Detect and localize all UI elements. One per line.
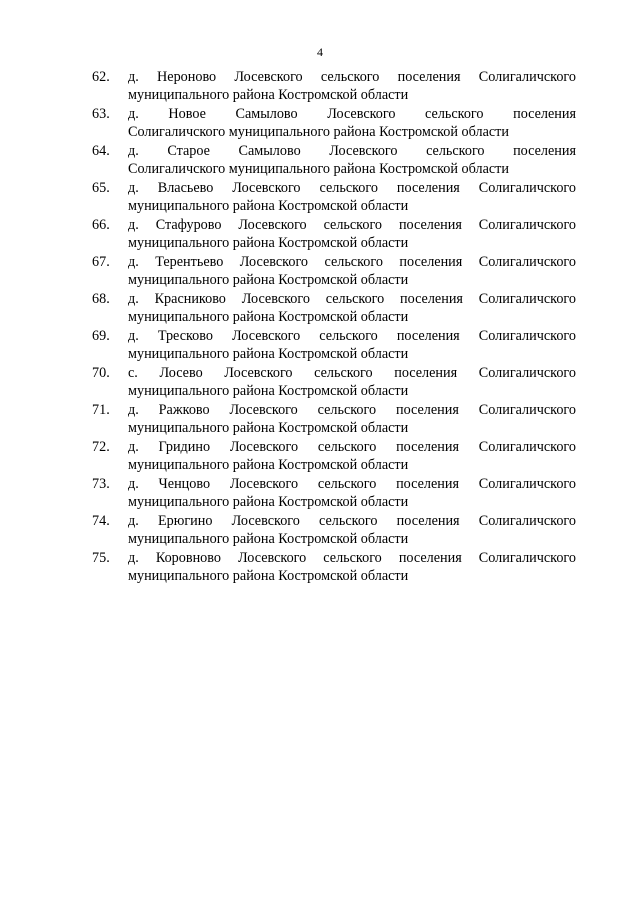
item-text-line2: Солигаличского муниципального района Костромской области bbox=[128, 160, 509, 177]
item-text-line2: муниципального района Костромской области bbox=[128, 567, 409, 584]
item-text-line2: муниципального района Костромской области bbox=[128, 308, 409, 325]
item-text-line2: муниципального района Костромской области bbox=[128, 530, 409, 547]
list-item bbox=[92, 513, 576, 548]
item-text-line2: муниципального района Костромской области bbox=[128, 493, 409, 510]
item-text-line1: с. Лосево Лосевского сельского поселения Солигаличского bbox=[128, 365, 576, 381]
item-number: 63. bbox=[92, 106, 110, 122]
item-number: 64. bbox=[92, 143, 110, 159]
item-text-line1: д. Терентьево Лосевского сельского поселения Солигаличского bbox=[128, 254, 576, 270]
list-item bbox=[92, 254, 576, 289]
item-number: 65. bbox=[92, 180, 110, 196]
list-item bbox=[92, 69, 576, 104]
item-text-line1: д. Старое Самылово Лосевского сельского поселения bbox=[128, 143, 576, 159]
item-text-line2: муниципального района Костромской области bbox=[128, 197, 409, 214]
item-number: 67. bbox=[92, 254, 110, 270]
item-number: 71. bbox=[92, 402, 110, 418]
item-text-line1: д. Красниково Лосевского сельского поселения Солигаличского bbox=[128, 291, 576, 307]
list-item bbox=[92, 550, 576, 585]
item-text-line2: муниципального района Костромской области bbox=[128, 86, 409, 103]
item-number: 68. bbox=[92, 291, 110, 307]
item-text-line2: муниципального района Костромской области bbox=[128, 271, 409, 288]
item-text-line2: Солигаличского муниципального района Костромской области bbox=[128, 123, 509, 140]
item-number: 74. bbox=[92, 513, 110, 529]
item-text-line1: д. Ерюгино Лосевского сельского поселения Солигаличского bbox=[128, 513, 576, 529]
settlement-list bbox=[92, 69, 576, 587]
item-number: 70. bbox=[92, 365, 110, 381]
item-number: 75. bbox=[92, 550, 110, 566]
item-text-line1: д. Стафурово Лосевского сельского поселения Солигаличского bbox=[128, 217, 576, 233]
list-item bbox=[92, 291, 576, 326]
item-number: 66. bbox=[92, 217, 110, 233]
item-text-line2: муниципального района Костромской области bbox=[128, 234, 409, 251]
item-text-line2: муниципального района Костромской области bbox=[128, 456, 409, 473]
page-number: 4 bbox=[317, 45, 323, 59]
item-text-line1: д. Ражково Лосевского сельского поселения Солигаличского bbox=[128, 402, 576, 418]
list-item bbox=[92, 143, 576, 178]
list-item bbox=[92, 476, 576, 511]
list-item bbox=[92, 328, 576, 363]
item-text-line2: муниципального района Костромской области bbox=[128, 419, 409, 436]
list-item bbox=[92, 365, 576, 400]
item-text-line1: д. Власьево Лосевского сельского поселения Солигаличского bbox=[128, 180, 576, 196]
item-text-line1: д. Новое Самылово Лосевского сельского поселения bbox=[128, 106, 576, 122]
item-text-line1: д. Гридино Лосевского сельского поселения Солигаличского bbox=[128, 439, 576, 455]
list-item bbox=[92, 402, 576, 437]
item-number: 72. bbox=[92, 439, 110, 455]
item-text-line1: д. Ченцово Лосевского сельского поселения Солигаличского bbox=[128, 476, 576, 492]
list-item bbox=[92, 439, 576, 474]
list-item bbox=[92, 217, 576, 252]
item-text-line1: д. Коровново Лосевского сельского поселения Солигаличского bbox=[128, 550, 576, 566]
item-number: 73. bbox=[92, 476, 110, 492]
list-item bbox=[92, 106, 576, 141]
item-text-line1: д. Тресково Лосевского сельского поселения Солигаличского bbox=[128, 328, 576, 344]
item-text-line2: муниципального района Костромской области bbox=[128, 345, 409, 362]
item-number: 69. bbox=[92, 328, 110, 344]
item-text-line1: д. Нероново Лосевского сельского поселения Солигаличского bbox=[128, 69, 576, 85]
list-item bbox=[92, 180, 576, 215]
item-number: 62. bbox=[92, 69, 110, 85]
item-text-line2: муниципального района Костромской области bbox=[128, 382, 409, 399]
